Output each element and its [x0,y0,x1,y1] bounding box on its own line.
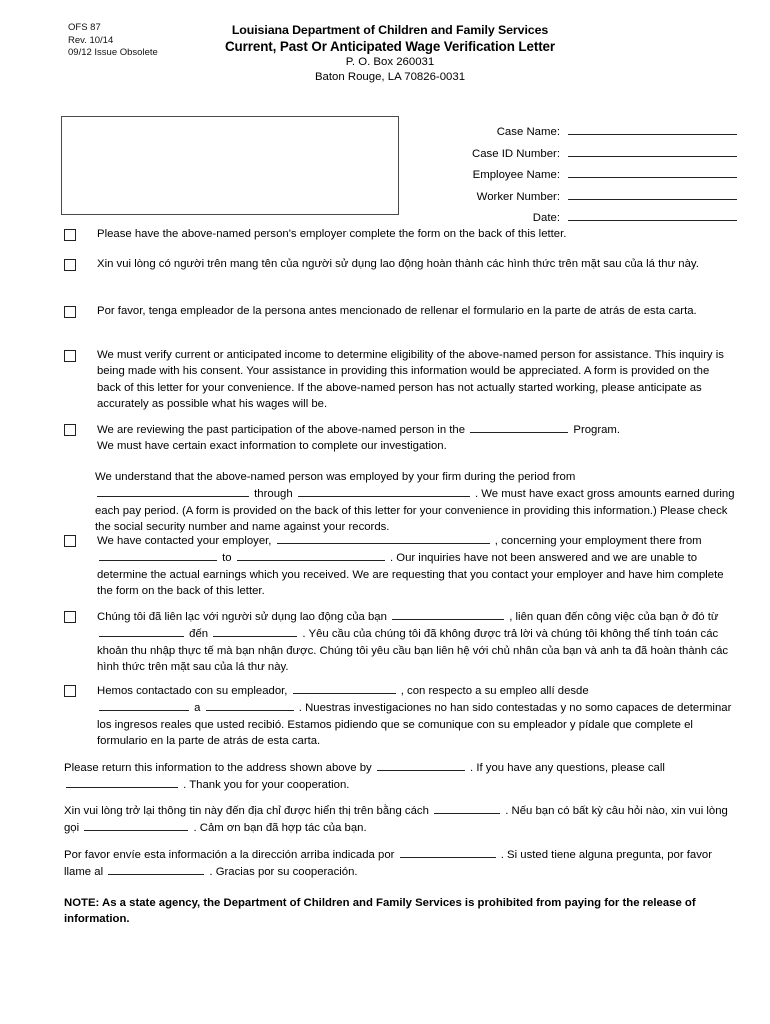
closing-paragraph-english [64,759,736,794]
vi-employment-to-blank[interactable] [213,625,297,637]
contact-text-c: . Our inquiries have not been answered and we are unable to determine the actual earnings which you received. We are requesting that you contact your employer and have him complete the form on the back of this letter. [97,552,724,598]
checkbox-6-text [97,532,736,600]
vi-employment-from-blank[interactable] [99,625,184,637]
contact-text-b: , concerning your employment there from [494,535,702,547]
checkbox-7-text [97,608,736,676]
contact-text-a: We have contacted your employer, [97,535,272,547]
vi-contact-text-b: , liên quan đến công việc của bạn ở đó từ [509,611,719,623]
checkbox-contacted-employer-english[interactable] [64,535,76,547]
case-info-row [452,185,737,207]
case-id-input[interactable] [568,142,737,157]
closing-en-c: . Thank you for your cooperation. [183,779,350,792]
es-contact-text-b: , con respecto a su empleo allí desde [400,685,589,697]
review-text-a: We are reviewing the past participation of the above-named person in the [97,424,466,436]
worker-number-label: Worker Number: [476,190,560,203]
closing-en-b: . If you have any questions, please call [470,762,665,774]
es-employment-from-blank[interactable] [99,699,189,711]
checkbox-item-8 [64,682,736,750]
case-name-label: Case Name: [496,126,560,138]
checkbox-item-4 [64,347,736,413]
checkbox-english-employer[interactable] [64,229,76,241]
case-id-label: Case ID Number: [472,147,560,160]
contact-phone-blank[interactable] [66,776,178,788]
period-through-label: through [254,488,293,501]
case-info-row [452,120,737,142]
period-text-b: . We must have exact gross amounts earned during each pay period. (A form is provided on the back of this letter for your convenience in providing this information.) Please check the social security number and name against your records. [95,488,735,534]
closing-es-b: . Si usted tiene alguna pregunta, por favor llame al [64,849,712,879]
checkbox-item-1 [64,226,736,242]
case-info-row [452,142,737,164]
vi-contact-text-c: . Yêu cầu của chúng tôi đã không được trả lời và chúng tôi không thể tính toán các khoản thu nhập thực tế mà bạn nhận được. Chúng tôi yêu cầu bạn liên hệ với chủ nhân của bạn và anh ta đã hoàn thành các hình thức trên mặt sau của lá thư này. [97,628,729,674]
agency-title: Louisiana Department of Children and Family Services [231,23,549,37]
worker-number-input[interactable] [568,185,737,200]
closing-es-a: Por favor envíe esta información a la dirección arriba indicada por [64,849,395,861]
vi-contact-den-label: đến [189,628,209,641]
vi-contact-phone-blank[interactable] [84,819,188,831]
date-label: Date: [532,212,560,224]
case-info-row [452,163,737,185]
vi-contact-text-a: Chúng tôi đã liên lạc với người sử dụng lao động của bạn [97,611,387,623]
employer-name-blank[interactable] [277,532,490,544]
closing-vi-c: . Cảm ơn bạn đã hợp tác của bạn. [193,822,367,835]
po-box-line: P. O. Box 260031 [345,56,435,68]
checkbox-item-3 [64,303,736,319]
recipient-address-box[interactable] [61,116,399,215]
case-info-block [452,120,737,228]
checkbox-verify-income[interactable] [64,350,76,362]
checkbox-item-5 [64,421,736,535]
es-contact-phone-blank[interactable] [108,863,204,875]
form-revision: Rev. 10/14 [68,34,114,46]
es-contact-a-label: a [194,702,201,715]
closing-en-a: Please return this information to the address shown above by [64,762,372,774]
contact-to-label: to [222,552,232,565]
checkbox-2-text: Xin vui lòng có người trên mang tên của người sử dụng lao động hoàn thành các hình thức trên mặt sau của lá thư này. [97,258,699,270]
checkbox-1-text: Please have the above-named person's employer complete the form on the back of this letter. [97,228,567,240]
form-title: Current, Past Or Anticipated Wage Verification Letter [224,39,556,54]
es-employer-name-blank[interactable] [293,682,396,694]
employee-name-label: Employee Name: [472,169,560,181]
closing-vi-a: Xin vui lòng trở lại thông tin này đến địa chỉ được hiển thị trên bằng cách [64,805,429,817]
program-name-blank[interactable] [470,421,568,433]
form-code: OFS 87 [68,22,101,33]
case-name-input[interactable] [568,120,737,135]
case-info-row [452,206,737,228]
employment-from-blank[interactable] [99,549,217,561]
employment-to-blank[interactable] [237,549,385,561]
employee-name-input[interactable] [568,163,737,178]
checkbox-vietnamese-employer[interactable] [64,259,76,271]
review-text-c: We must have certain exact information to complete our investigation. [97,440,447,453]
vi-return-by-date-blank[interactable] [434,802,500,814]
date-input[interactable] [568,206,737,221]
period-text-a: We understand that the above-named person was employed by your firm during the period from [95,470,576,483]
page-header [0,22,770,92]
es-contact-text-a: Hemos contactado con su empleador, [97,685,288,697]
checkbox-3-text: Por favor, tenga empleador de la persona antes mencionado de rellenar el formulario en la parte de atrás de esta carta. [97,305,697,317]
closing-paragraph-spanish [64,846,736,881]
checkbox-8-text [97,682,736,750]
note-label: NOTE: [64,897,100,909]
checkbox-spanish-employer[interactable] [64,306,76,318]
checkbox-item-6 [64,532,736,600]
review-text-b: Program. [573,424,621,436]
closing-paragraph-vietnamese [64,802,736,837]
vi-employer-name-blank[interactable] [392,608,504,620]
period-through-blank[interactable] [298,485,470,497]
closing-es-c: . Gracias por su cooperación. [209,866,358,879]
form-obsolete-notice: 09/12 Issue Obsolete [68,47,158,58]
es-employment-to-blank[interactable] [206,699,294,711]
return-by-date-blank[interactable] [377,759,465,771]
checkbox-5-text [97,421,736,455]
title-block [120,22,660,85]
checkbox-contacted-employer-spanish[interactable] [64,685,76,697]
checkbox-4-text: We must verify current or anticipated income to determine eligibility of the above-named person for assistance. This inquiry is being made with his consent. Your assistance in providing this information would be appreciated. A form is provided on the back of this letter for your convenience. If the above-named person has not actually started working, please anticipate as accurately as possible what his wages will be. [97,349,724,411]
checkbox-past-participation[interactable] [64,424,76,436]
checkbox-item-7 [64,608,736,676]
checkbox-item-2 [64,256,736,272]
period-from-blank[interactable] [97,485,249,497]
es-return-by-date-blank[interactable] [400,846,496,858]
city-state-zip-line: Baton Rouge, LA 70826-0031 [314,71,466,83]
checkbox-contacted-employer-vietnamese[interactable] [64,611,76,623]
closing-vi-b: . Nếu bạn có bất kỳ câu hỏi nào, xin vui lòng gọi [64,805,728,835]
note-text: As a state agency, the Department of Children and Family Services is prohibited from paying for the release of information. [64,897,696,926]
employment-period-paragraph [95,469,736,536]
note-block [64,895,736,928]
es-contact-text-c: . Nuestras investigaciones no han sido contestadas y no somo capaces de determinar los ingresos reales que usted recibió. Estamos pidiendo que se comunique con su empleador y pídale que complete el formulario en la parte de atrás de esta carta. [97,702,732,748]
